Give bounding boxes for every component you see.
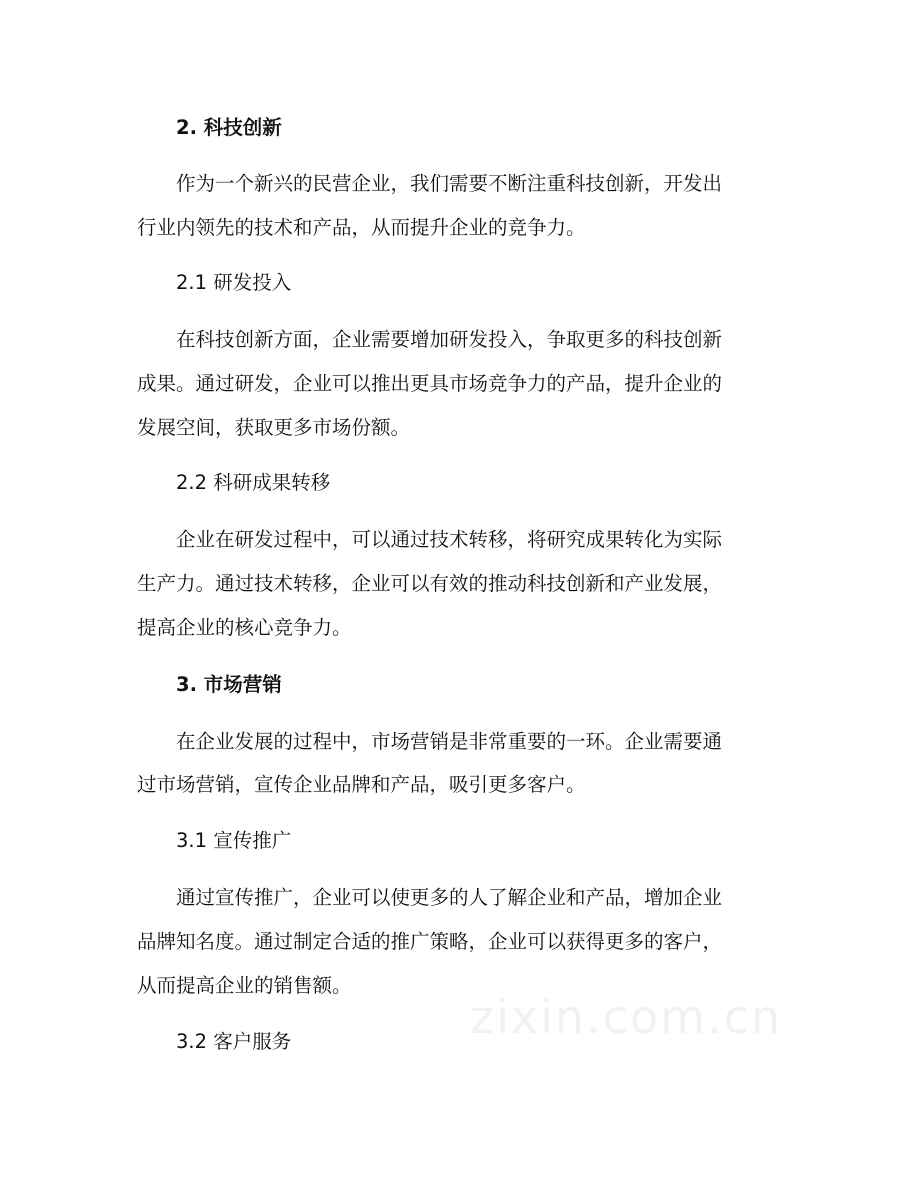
watermark: zixin.com.cn xyxy=(470,990,783,1044)
subsection-heading-2-1: 2.1 研发投入 xyxy=(176,271,292,294)
paragraph-line: 从而提高企业的销售额。 xyxy=(137,974,352,997)
paragraph-line: 作为一个新兴的民营企业，我们需要不断注重科技创新，开发出 xyxy=(176,172,723,195)
paragraph-line: 发展空间，获取更多市场份额。 xyxy=(137,416,411,439)
paragraph-line: 过市场营销，宣传企业品牌和产品，吸引更多客户。 xyxy=(137,773,586,796)
section-heading-3: 3. 市场营销 xyxy=(176,673,282,696)
subsection-heading-3-1: 3.1 宣传推广 xyxy=(176,829,292,852)
paragraph-line: 企业在研发过程中，可以通过技术转移，将研究成果转化为实际 xyxy=(176,528,723,551)
paragraph-line: 提高企业的核心竞争力。 xyxy=(137,616,352,639)
paragraph-line: 成果。通过研发，企业可以推出更具市场竞争力的产品，提升企业的 xyxy=(137,372,723,395)
subsection-heading-3-2: 3.2 客户服务 xyxy=(176,1030,292,1053)
section-heading-2: 2. 科技创新 xyxy=(176,116,282,139)
subsection-heading-2-2: 2.2 科研成果转移 xyxy=(176,471,331,494)
paragraph-line: 行业内领先的技术和产品，从而提升企业的竞争力。 xyxy=(137,216,586,239)
paragraph-line: 通过宣传推广，企业可以使更多的人了解企业和产品，增加企业 xyxy=(176,886,723,909)
paragraph-line: 在企业发展的过程中，市场营销是非常重要的一环。企业需要通 xyxy=(176,730,723,753)
paragraph-line: 品牌知名度。通过制定合适的推广策略，企业可以获得更多的客户， xyxy=(137,930,723,953)
paragraph-line: 在科技创新方面，企业需要增加研发投入，争取更多的科技创新 xyxy=(176,328,723,351)
paragraph-line: 生产力。通过技术转移，企业可以有效的推动科技创新和产业发展， xyxy=(137,572,723,595)
